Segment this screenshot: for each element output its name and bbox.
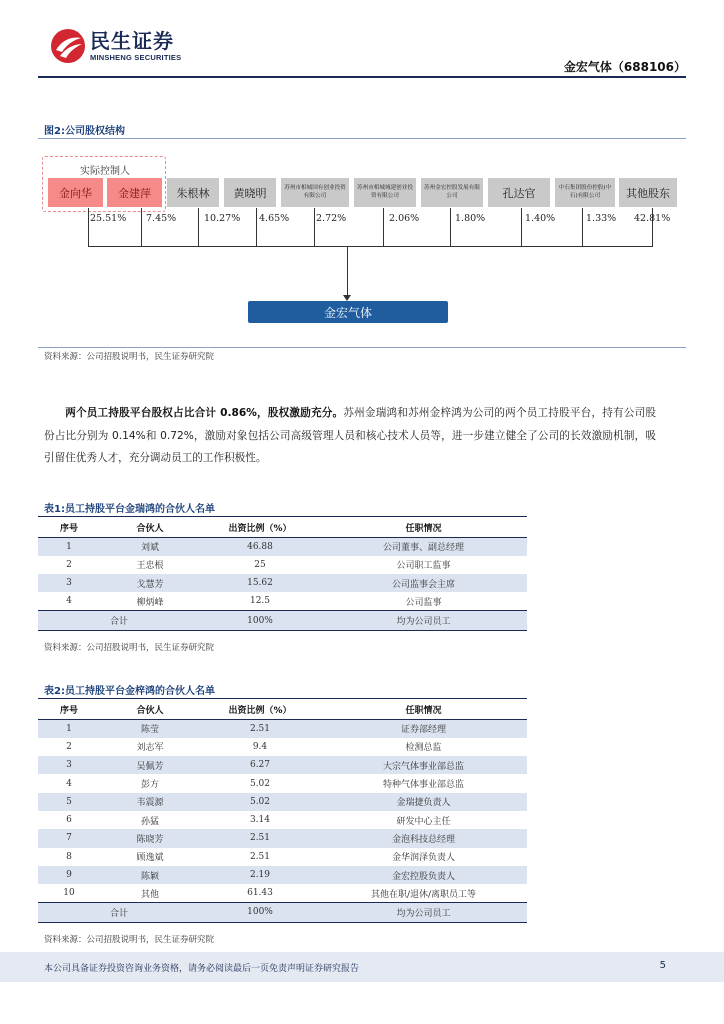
cell-ratio: 9.4 [252,741,268,752]
table-row [38,756,527,774]
connector-tick [198,208,199,246]
cell-partner: 王忠根 [136,561,164,572]
table2 [38,698,527,923]
shareholder-box: 朱根林 [167,178,219,207]
cell-index: 1 [38,538,100,556]
cell-index: 2 [66,559,72,570]
cell-total-label: 合计 [38,902,200,922]
cell-position: 金泡科技总经理 [320,829,527,847]
shareholding-pct: 1.40% [525,213,556,224]
cell-total-ratio: 100% [200,902,320,922]
col-header: 合伙人 [100,699,200,720]
cell-index: 3 [38,574,100,592]
minsheng-logo-icon [50,28,86,64]
shareholding-pct: 25.51% [90,213,127,224]
shareholder-box: 苏州市相城城建创业投资有限公司 [354,178,416,207]
shareholder-box: 其他股东 [619,178,677,207]
cell-ratio: 12.5 [249,596,271,607]
col-header: 合伙人 [100,517,200,538]
shareholder-box: 中石集团股份控股(中石)有限公司 [555,178,615,207]
cell-position: 大宗气体事业部总监 [320,756,527,774]
connector-tick [256,208,257,246]
cell-partner: 柳炳峰 [136,597,164,608]
table-row [38,574,527,592]
cell-index: 10 [63,888,75,899]
table1-source: 资料来源：公司招股说明书，民生证券研究院 [44,643,215,653]
cell-index: 5 [38,793,100,811]
cell-total-note: 均为公司员工 [320,902,527,922]
cell-position: 证券部经理 [320,720,527,738]
shareholder-box: 金向华 [48,178,103,207]
table2-title: 表2:员工持股平台金梓鸿的合伙人名单 [44,686,215,697]
cell-position: 检测总监 [405,743,442,754]
footer-disclaimer: 本公司具备证券投资咨询业务资格，请务必阅读最后一页免责声明证券研究报告 [44,964,360,974]
cell-position: 金瑞捷负责人 [320,793,527,811]
cell-partner: 陈颖 [100,866,200,884]
cell-position: 公司职工监事 [396,561,451,572]
table-row [38,592,527,610]
shareholding-pct: 10.27% [204,213,241,224]
connector-horizontal [88,246,653,247]
shareholding-pct: 1.33% [586,213,617,224]
shareholding-pct: 1.80% [455,213,486,224]
connector-tick [450,208,451,246]
cell-position: 公司董事、副总经理 [320,538,527,556]
figure-top-rule [38,138,686,139]
table-row [38,884,527,902]
shareholding-pct: 4.65% [259,213,290,224]
col-header: 出资比例（%） [200,517,320,538]
actual-controller-label: 实际控制人 [80,166,130,177]
cell-ratio: 5.02 [249,778,271,789]
cell-index: 6 [66,815,72,826]
table-total-row [38,902,527,922]
table-row [38,738,527,756]
connector-tick [88,208,89,246]
col-header: 序号 [38,699,100,720]
connector-vertical [347,246,348,298]
connector-tick [314,208,315,246]
cell-partner: 顾逸斌 [136,853,164,864]
col-header: 序号 [38,517,100,538]
col-header: 任职情况 [320,699,527,720]
shareholder-box: 苏州市相城国有创业投资有限公司 [281,178,349,207]
table-row [38,811,527,829]
figure-source: 资料来源：公司招股说明书，民生证券研究院 [44,352,215,362]
table-row [38,720,527,738]
table-row [38,793,527,811]
page-footer [0,952,724,982]
table-total-row [38,611,527,631]
shareholder-box: 黄晓明 [224,178,276,207]
cell-ratio: 2.51 [200,829,320,847]
cell-partner: 陈晓芳 [100,829,200,847]
table-row [38,556,527,574]
cell-ratio: 3.14 [249,815,271,826]
company-ticker: 金宏气体（688106） [563,60,686,74]
page-header [0,0,724,80]
table-row [38,866,527,884]
figure-bottom-rule [38,347,686,348]
connector-tick [521,208,522,246]
cell-partner: 彭方 [140,780,159,791]
figure-title: 图2:公司股权结构 [44,126,125,137]
header-divider [38,76,686,78]
cell-partner: 其他 [140,889,159,900]
cell-ratio: 2.19 [200,866,320,884]
table1-title: 表1:员工持股平台金瑞鸿的合伙人名单 [44,504,215,515]
table1 [38,516,527,631]
cell-index: 8 [66,851,72,862]
paragraph-text: 苏州金瑞鸿和苏州金梓鸿为公司的两个员工持股平台，持有公司股份占比分别为 0.14%和 0.72%，激励对象包括公司高级管理人员和核心技术人员等，进一步建立健全了公司的长效激励机制，吸引留住优秀人才，充分调动员工的工作积极性。 [44,407,656,464]
shareholding-pct: 7.45% [146,213,177,224]
shareholder-box: 苏州金宏控股发展有限公司 [421,178,483,207]
cell-ratio: 61.43 [247,888,273,899]
connector-tick [383,208,384,246]
body-paragraph [44,402,656,470]
cell-total-ratio: 100% [200,611,320,631]
cell-ratio: 5.02 [200,793,320,811]
shareholding-pct: 42.81% [634,213,671,224]
paragraph-lead: 两个员工持股平台股权占比合计 0.86%，股权激励充分。 [65,407,344,419]
cell-position: 研发中心主任 [396,816,451,827]
shareholder-box: 孔达官 [488,178,550,207]
cell-partner: 韦震源 [100,793,200,811]
cell-ratio: 46.88 [200,538,320,556]
cell-index: 3 [38,756,100,774]
connector-tick [582,208,583,246]
cell-total-label: 合计 [38,611,200,631]
cell-position: 金华润泽负责人 [391,853,455,864]
cell-partner: 戈慧芳 [100,574,200,592]
cell-ratio: 2.51 [249,851,271,862]
cell-partner: 吴佩芳 [100,756,200,774]
table-row [38,829,527,847]
cell-position: 金宏控股负责人 [320,866,527,884]
cell-position: 其他在职/退休/离职员工等 [370,889,477,900]
cell-partner: 陈莹 [100,720,200,738]
brand-name-en: MINSHENG SECURITIES [90,52,182,62]
cell-ratio: 2.51 [200,720,320,738]
table-row [38,538,527,556]
cell-partner: 刘斌 [100,538,200,556]
col-header: 任职情况 [320,517,527,538]
company-box: 金宏气体 [248,301,448,323]
connector-tick [141,208,142,246]
shareholding-pct: 2.06% [389,213,420,224]
table-row [38,848,527,866]
cell-ratio: 25 [254,559,266,570]
table2-source: 资料来源：公司招股说明书，民生证券研究院 [44,935,215,945]
shareholder-box: 金建萍 [107,178,162,207]
cell-partner: 孙猛 [140,816,159,827]
col-header: 出资比例（%） [200,699,320,720]
cell-ratio: 15.62 [200,574,320,592]
cell-partner: 刘志军 [136,743,164,754]
cell-total-note: 均为公司员工 [320,611,527,631]
cell-position: 公司监事会主席 [320,574,527,592]
brand-name-cn: 民生证券 [90,28,174,53]
cell-index: 7 [38,829,100,847]
cell-index: 2 [66,741,72,752]
table-header-row [38,699,527,720]
cell-index: 4 [66,778,72,789]
shareholding-pct: 2.72% [316,213,347,224]
page-number: 5 [659,960,666,971]
brand-logo [50,28,181,64]
table-header-row [38,517,527,538]
cell-position: 特种气体事业部总监 [382,780,464,791]
cell-index: 9 [38,866,100,884]
cell-position: 公司监事 [405,597,442,608]
cell-ratio: 6.27 [200,756,320,774]
table-row [38,774,527,792]
cell-index: 4 [66,596,72,607]
cell-index: 1 [38,720,100,738]
